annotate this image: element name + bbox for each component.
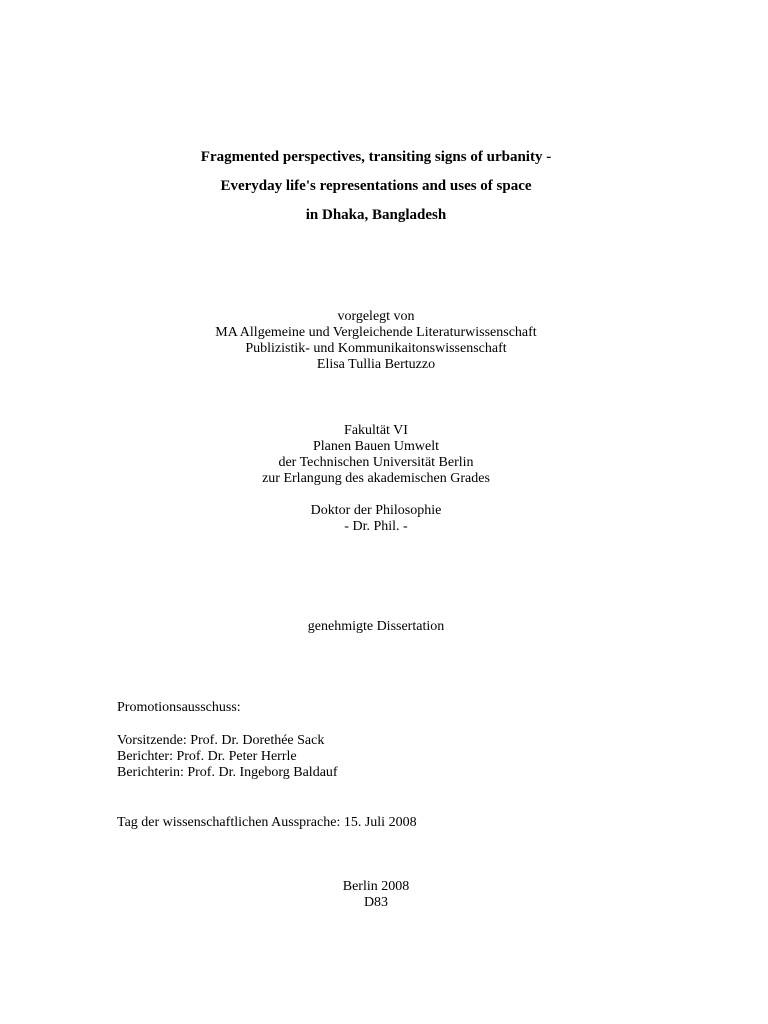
place-year: Berlin 2008 (342, 879, 410, 894)
title-line-1: Fragmented perspectives, transiting signs of urbanity - (200, 149, 552, 165)
degree-line-1: MA Allgemeine und Vergleichende Literaturwissenschaft (215, 325, 537, 340)
committee-chair: Vorsitzende: Prof. Dr. Dorethée Sack (117, 733, 325, 748)
submitted-by-label: vorgelegt von (337, 309, 415, 324)
university-name: der Technischen Universität Berlin (278, 455, 474, 470)
degree-title: Doktor der Philosophie (310, 503, 442, 518)
author-name: Elisa Tullia Bertuzzo (316, 357, 436, 372)
committee-heading: Promotionsausschuss: (117, 700, 241, 715)
degree-purpose: zur Erlangung des akademischen Grades (262, 471, 490, 486)
library-code: D83 (363, 895, 389, 910)
degree-abbreviation: - Dr. Phil. - (344, 519, 408, 534)
title-line-2: Everyday life's representations and uses of space (220, 178, 532, 194)
title-line-3: in Dhaka, Bangladesh (305, 207, 447, 223)
committee-reviewer-2: Berichterin: Prof. Dr. Ingeborg Baldauf (117, 765, 338, 780)
approval-label: genehmigte Dissertation (307, 619, 445, 634)
defense-date: Tag der wissenschaftlichen Aussprache: 15. Juli 2008 (117, 815, 417, 830)
degree-line-2: Publizistik- und Kommunikaitonswissenschaft (245, 341, 507, 356)
committee-reviewer-1: Berichter: Prof. Dr. Peter Herrle (117, 749, 297, 764)
faculty-department: Planen Bauen Umwelt (313, 439, 439, 454)
faculty-name: Fakultät VI (344, 423, 408, 438)
